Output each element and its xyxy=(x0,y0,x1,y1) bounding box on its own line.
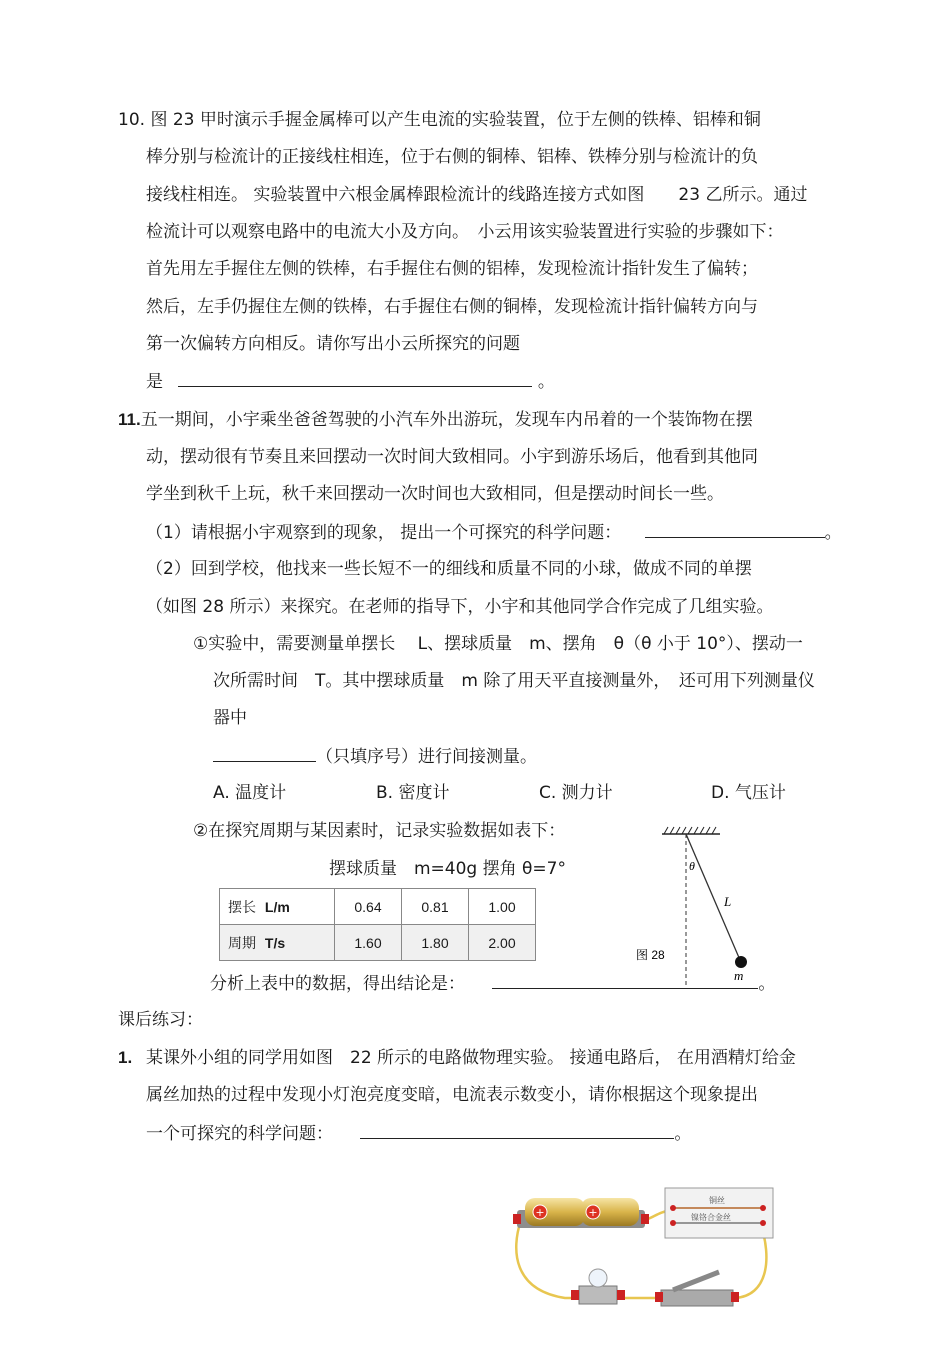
table-row2-header: 周期 T/s xyxy=(220,925,335,961)
q11-part2-line-2: （如图 28 所示）来探究。在老师的指导下，小宇和其他同学合作完成了几组实验。 xyxy=(146,597,774,617)
table-row xyxy=(220,889,536,925)
figure-caption: 图 28 xyxy=(636,948,665,962)
nichrome-wire-label: 镍铬合金丝 xyxy=(691,1213,731,1222)
q11-option-b: B. 密度计 xyxy=(376,783,450,803)
q10-line-5: 首先用左手握住左侧的铁棒，右手握住右侧的铝棒，发现检流计指针发生了偏转； xyxy=(146,259,758,279)
pendulum-figure xyxy=(620,822,770,992)
table-cell: 0.81 xyxy=(402,889,469,925)
wire-left xyxy=(516,1220,580,1298)
q11-sub1-line-2: 次所需时间 T。其中摆球质量 m 除了用天平直接测量外， 还可用下列测量仪 xyxy=(213,671,815,691)
hw-q1-blank[interactable] xyxy=(360,1122,674,1139)
q10-line-7: 第一次偏转方向相反。请你写出小云所探究的问题 xyxy=(146,334,520,354)
data-table xyxy=(219,888,536,961)
homework-heading: 课后练习： xyxy=(118,1010,203,1030)
hw-q1-line-1 xyxy=(118,1047,796,1069)
q11-part1 xyxy=(146,521,842,544)
q10-answer-suffix: 。 xyxy=(537,372,555,392)
q11-sub1-line-3: 器中 xyxy=(213,708,247,728)
q11-part1-text: （1）请根据小宇观察到的现象， 提出一个可探究的科学问题： xyxy=(146,523,622,543)
table-cell: 1.80 xyxy=(402,925,469,961)
q11-conclusion-suffix: 。 xyxy=(758,974,776,994)
hw-q1-line-2: 属丝加热的过程中发现小灯泡亮度变暗，电流表示数变小，请你根据这个现象提出 xyxy=(146,1085,758,1105)
q11-sub1-fill xyxy=(213,745,537,768)
switch-base xyxy=(661,1290,733,1306)
table-cell: 0.64 xyxy=(335,889,402,925)
q11-line-2: 动，摆动很有节奏且来回摆动一次时间大致相同。小宇到游乐场后，他看到其他同 xyxy=(146,447,758,467)
q11-part2-line-1: （2）回到学校，他找来一些长短不一的细线和质量不同的小球，做成不同的单摆 xyxy=(146,559,752,579)
q11-line-3: 学坐到秋千上玩，秋千来回摆动一次时间也大致相同，但是摆动时间长一些。 xyxy=(146,484,724,504)
mass-label: m xyxy=(734,968,744,983)
switch-lever xyxy=(673,1272,719,1290)
length-label: L xyxy=(724,894,732,909)
q11-text-1: 五一期间，小宇乘坐爸爸驾驶的小汽车外出游玩，发现车内吊着的一个装饰物在摆 xyxy=(140,410,753,430)
copper-wire-label: 铜丝 xyxy=(709,1196,725,1205)
theta-label: θ xyxy=(689,859,695,873)
q10-answer-blank[interactable] xyxy=(178,370,532,387)
q11-sub1-line-1: ①实验中，需要测量单摆长 L、摆球质量 m、摆角 θ（θ 小于 10°）、摆动一 xyxy=(193,634,803,654)
svg-text:+: + xyxy=(535,1206,545,1219)
hw-q1-number: 1. xyxy=(118,1048,133,1067)
q11-part1-suffix: 。 xyxy=(824,523,842,543)
q11-number: 11. xyxy=(118,410,141,429)
q10-line-4: 检流计可以观察电路中的电流大小及方向。 小云用该实验装置进行实验的步骤如下： xyxy=(146,222,784,242)
q11-option-d: D. 气压计 xyxy=(711,783,786,803)
q10-line-2: 棒分别与检流计的正接线柱相连，位于右侧的铜棒、铝棒、铁棒分别与检流计的负 xyxy=(146,147,758,167)
pendulum-bob xyxy=(735,956,747,968)
q11-sub1-blank[interactable] xyxy=(213,745,316,762)
hw-q1-suffix: 。 xyxy=(674,1124,692,1144)
table-cell: 1.60 xyxy=(335,925,402,961)
hw-q1-line-3 xyxy=(146,1122,691,1145)
q10-answer-line xyxy=(146,370,555,393)
table-row xyxy=(220,925,536,961)
svg-text:+: + xyxy=(588,1206,598,1219)
q11-conclusion-text: 分析上表中的数据，得出结论是： xyxy=(210,974,465,994)
q11-conclusion xyxy=(210,972,775,995)
q10-answer-prefix: 是 xyxy=(146,372,163,392)
q11-sub2: ②在探究周期与某因素时，记录实验数据如表下： xyxy=(193,821,566,841)
q11-part1-blank[interactable] xyxy=(645,521,825,538)
table-cell: 2.00 xyxy=(469,925,536,961)
q11-line-1 xyxy=(118,409,753,431)
lamp-base xyxy=(579,1286,617,1304)
q11-option-a: A. 温度计 xyxy=(213,783,287,803)
pendulum-string xyxy=(686,834,740,960)
q10-line-3: 接线柱相连。 实验装置中六根金属棒跟检流计的线路连接方式如图 23 乙所示。通过 xyxy=(146,185,808,205)
lamp-bulb xyxy=(589,1269,607,1287)
table-row1-header: 摆长 L/m xyxy=(220,889,335,925)
q11-option-c: C. 测力计 xyxy=(539,783,613,803)
hw-q1-text-3: 一个可探究的科学问题： xyxy=(146,1124,333,1144)
table-caption: 摆球质量 m=40g 摆角 θ=7° xyxy=(329,859,566,879)
circuit-figure xyxy=(505,1180,780,1315)
q11-sub1-fill-text: （只填序号）进行间接测量。 xyxy=(316,747,537,767)
q11-conclusion-blank[interactable] xyxy=(492,972,758,989)
q10-line-1: 10. 图 23 甲时演示手握金属棒可以产生电流的实验装置，位于左侧的铁棒、铝棒和铜 xyxy=(118,110,761,130)
table-cell: 1.00 xyxy=(469,889,536,925)
hw-q1-text-1: 某课外小组的同学用如图 22 所示的电路做物理实验。 接通电路后， 在用酒精灯给金 xyxy=(146,1048,796,1068)
q10-line-6: 然后，左手仍握住左侧的铁棒，右手握住右侧的铜棒，发现检流计指针偏转方向与 xyxy=(146,297,758,317)
